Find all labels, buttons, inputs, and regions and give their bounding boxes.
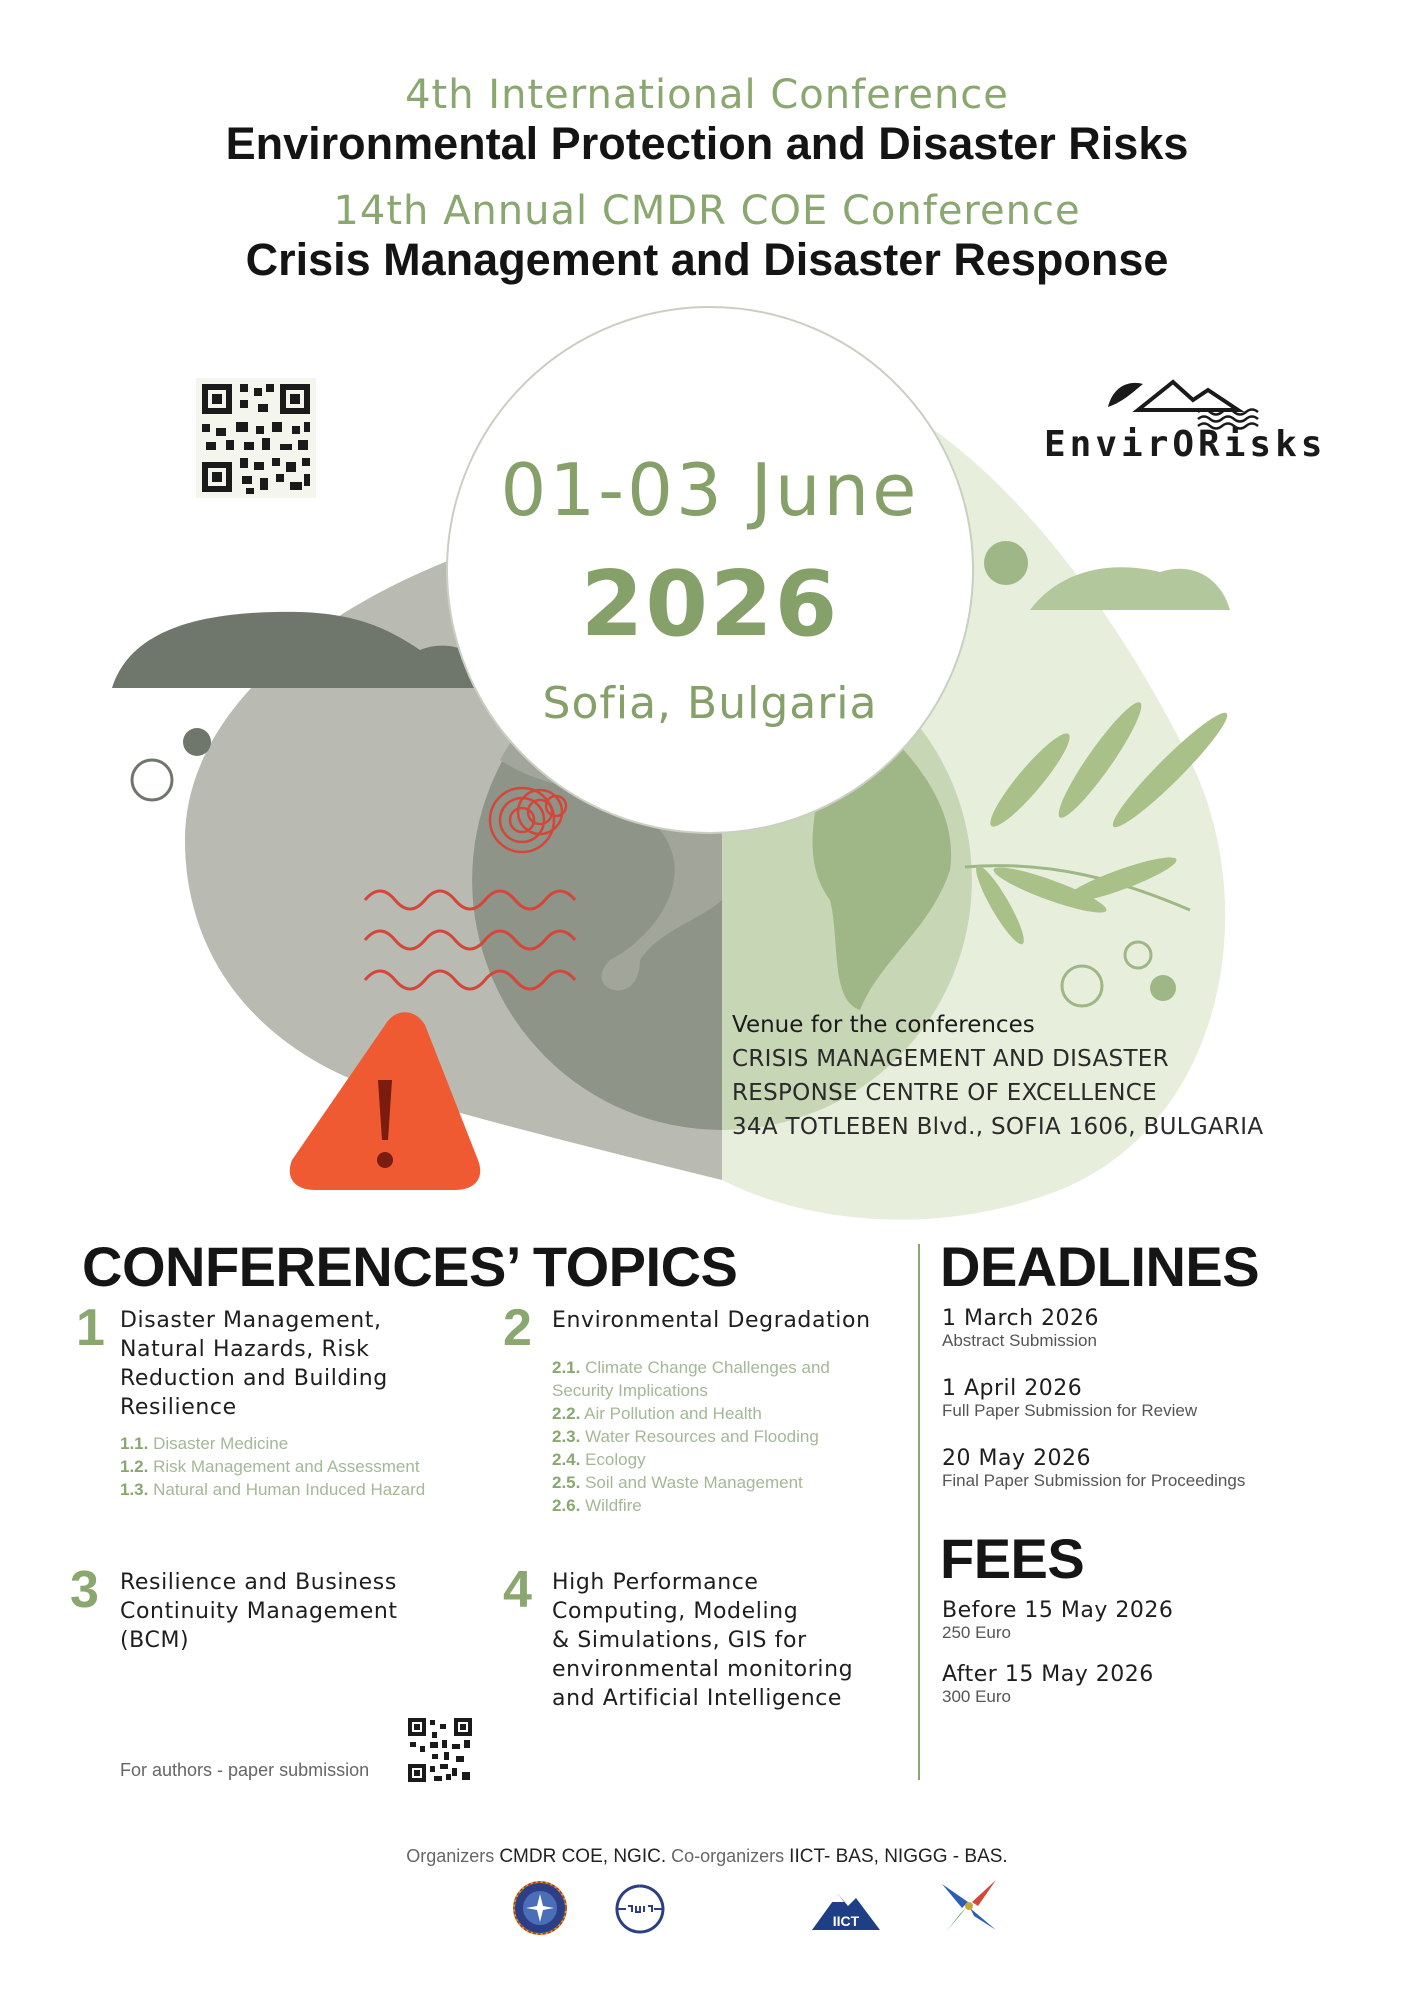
topic-title <box>552 1306 871 1335</box>
conference-line-1: 4th International Conference <box>405 72 1009 118</box>
conference-title-1: Environmental Protection and Disaster Risks <box>225 118 1189 169</box>
fee-amount: 300 Euro <box>942 1687 1011 1706</box>
fee-period: After 15 May 2026 <box>942 1662 1154 1687</box>
deadline-date: 1 March 2026 <box>942 1306 1100 1331</box>
topics-title: CONFERENCES’ TOPICS <box>82 1235 738 1298</box>
topic-title-line: Environmental Degradation <box>552 1308 871 1333</box>
topic-title <box>120 1568 398 1655</box>
topic-title-line: Reduction and Building <box>120 1366 388 1391</box>
deadline-item <box>942 1306 1099 1351</box>
deadline-desc: Full Paper Submission for Review <box>942 1401 1198 1420</box>
topic-number: 3 <box>70 1561 99 1619</box>
fees-title: FEES <box>940 1527 1085 1590</box>
qr-code-icon[interactable] <box>406 1716 474 1784</box>
topic-title <box>552 1568 853 1713</box>
qr-code-icon <box>196 378 316 498</box>
ring-dark <box>132 760 172 800</box>
venue-line: RESPONSE CENTRE OF EXCELLENCE <box>732 1080 1157 1106</box>
coorganizers-names: IICT- BAS, NIGGG - BAS. <box>789 1846 1008 1867</box>
subtopic-item: 2.2. Air Pollution and Health <box>552 1404 762 1423</box>
cmdr-coe-logo-icon <box>512 1880 568 1936</box>
subtopic-item: 1.3. Natural and Human Induced Hazard <box>120 1480 426 1499</box>
topic-title-line: environmental monitoring <box>552 1657 854 1682</box>
deadline-item <box>942 1376 1197 1421</box>
envirorisks-logo-icon <box>1108 382 1258 429</box>
topic-title-line: Continuity Management <box>120 1599 398 1624</box>
dot-dark <box>183 728 211 756</box>
topic-title-line: & Simulations, GIS for <box>552 1628 807 1653</box>
venue-line: CRISIS MANAGEMENT AND DISASTER <box>732 1046 1169 1072</box>
topic-number: 1 <box>76 1299 105 1357</box>
organizers-label: Organizers <box>406 1846 495 1866</box>
subtopic-item: 2.6. Wildfire <box>552 1496 642 1515</box>
subtopic-item: 1.2. Risk Management and Assessment <box>120 1457 420 1476</box>
event-dates: 01-03 June <box>500 448 920 532</box>
subtopic-item: 2.5. Soil and Waste Management <box>552 1473 803 1492</box>
authors-submission-label: For authors - paper submission <box>120 1760 370 1780</box>
fee-amount: 250 Euro <box>942 1623 1011 1642</box>
conference-title-2: Crisis Management and Disaster Response <box>245 234 1169 285</box>
subtopic-item: 2.3. Water Resources and Flooding <box>552 1427 819 1446</box>
conference-line-2: 14th Annual CMDR COE Conference <box>333 188 1081 234</box>
niggg-logo-icon <box>938 1876 1000 1936</box>
subtopic-item: 2.1. Climate Change Challenges and <box>552 1358 830 1377</box>
fee-item <box>942 1598 1173 1643</box>
coorganizers-label: Co-organizers <box>671 1846 785 1866</box>
topic-subtopics <box>120 1432 425 1501</box>
deadline-desc: Abstract Submission <box>942 1331 1097 1350</box>
topic-title-line: and Artificial Intelligence <box>552 1686 843 1711</box>
deadline-desc: Final Paper Submission for Proceedings <box>942 1471 1246 1490</box>
venue-line: 34A TOTLEBEN Blvd., SOFIA 1606, BULGARIA <box>732 1114 1264 1140</box>
topic-title-line: High Performance <box>552 1570 759 1595</box>
subtopic-item: 1.1. Disaster Medicine <box>120 1434 289 1453</box>
organizers-line <box>0 1846 1414 1868</box>
topic-title-line: Resilience and Business <box>120 1570 397 1595</box>
topic-title-line: Computing, Modeling <box>552 1599 799 1624</box>
deadline-date: 20 May 2026 <box>942 1446 1091 1471</box>
dot-green-1 <box>984 541 1028 585</box>
deadlines-title: DEADLINES <box>940 1235 1260 1298</box>
venue-block <box>732 1008 1263 1144</box>
topic-title-line: Resilience <box>120 1395 237 1420</box>
section-divider <box>918 1244 920 1780</box>
topic-title-line: (BCM) <box>120 1628 190 1653</box>
iict-logo-icon <box>808 1886 884 1934</box>
organizers-names: CMDR COE, NGIC. <box>499 1846 667 1867</box>
subtopic-item: Security Implications <box>552 1381 708 1400</box>
dot-green-2 <box>1150 975 1176 1001</box>
topic-number: 2 <box>503 1299 532 1357</box>
topic-subtopics <box>552 1356 830 1517</box>
ngic-logo-icon <box>610 1882 670 1936</box>
event-location: Sofia, Bulgaria <box>542 678 878 729</box>
envirorisks-logo-text: EnvirORisks <box>1044 424 1327 465</box>
deadline-date: 1 April 2026 <box>942 1376 1083 1401</box>
deadline-item <box>942 1446 1245 1491</box>
subtopic-item: 2.4. Ecology <box>552 1450 646 1469</box>
topic-title-line: Natural Hazards, Risk <box>120 1337 370 1362</box>
topic-number: 4 <box>503 1561 532 1619</box>
fee-period: Before 15 May 2026 <box>942 1598 1174 1623</box>
venue-title: Venue for the conferences <box>732 1012 1035 1038</box>
event-year: 2026 <box>580 552 840 657</box>
topic-title-line: Disaster Management, <box>120 1308 382 1333</box>
fee-item <box>942 1662 1154 1707</box>
topic-title <box>120 1306 388 1422</box>
iict-logo-text: IICT <box>832 1913 860 1929</box>
